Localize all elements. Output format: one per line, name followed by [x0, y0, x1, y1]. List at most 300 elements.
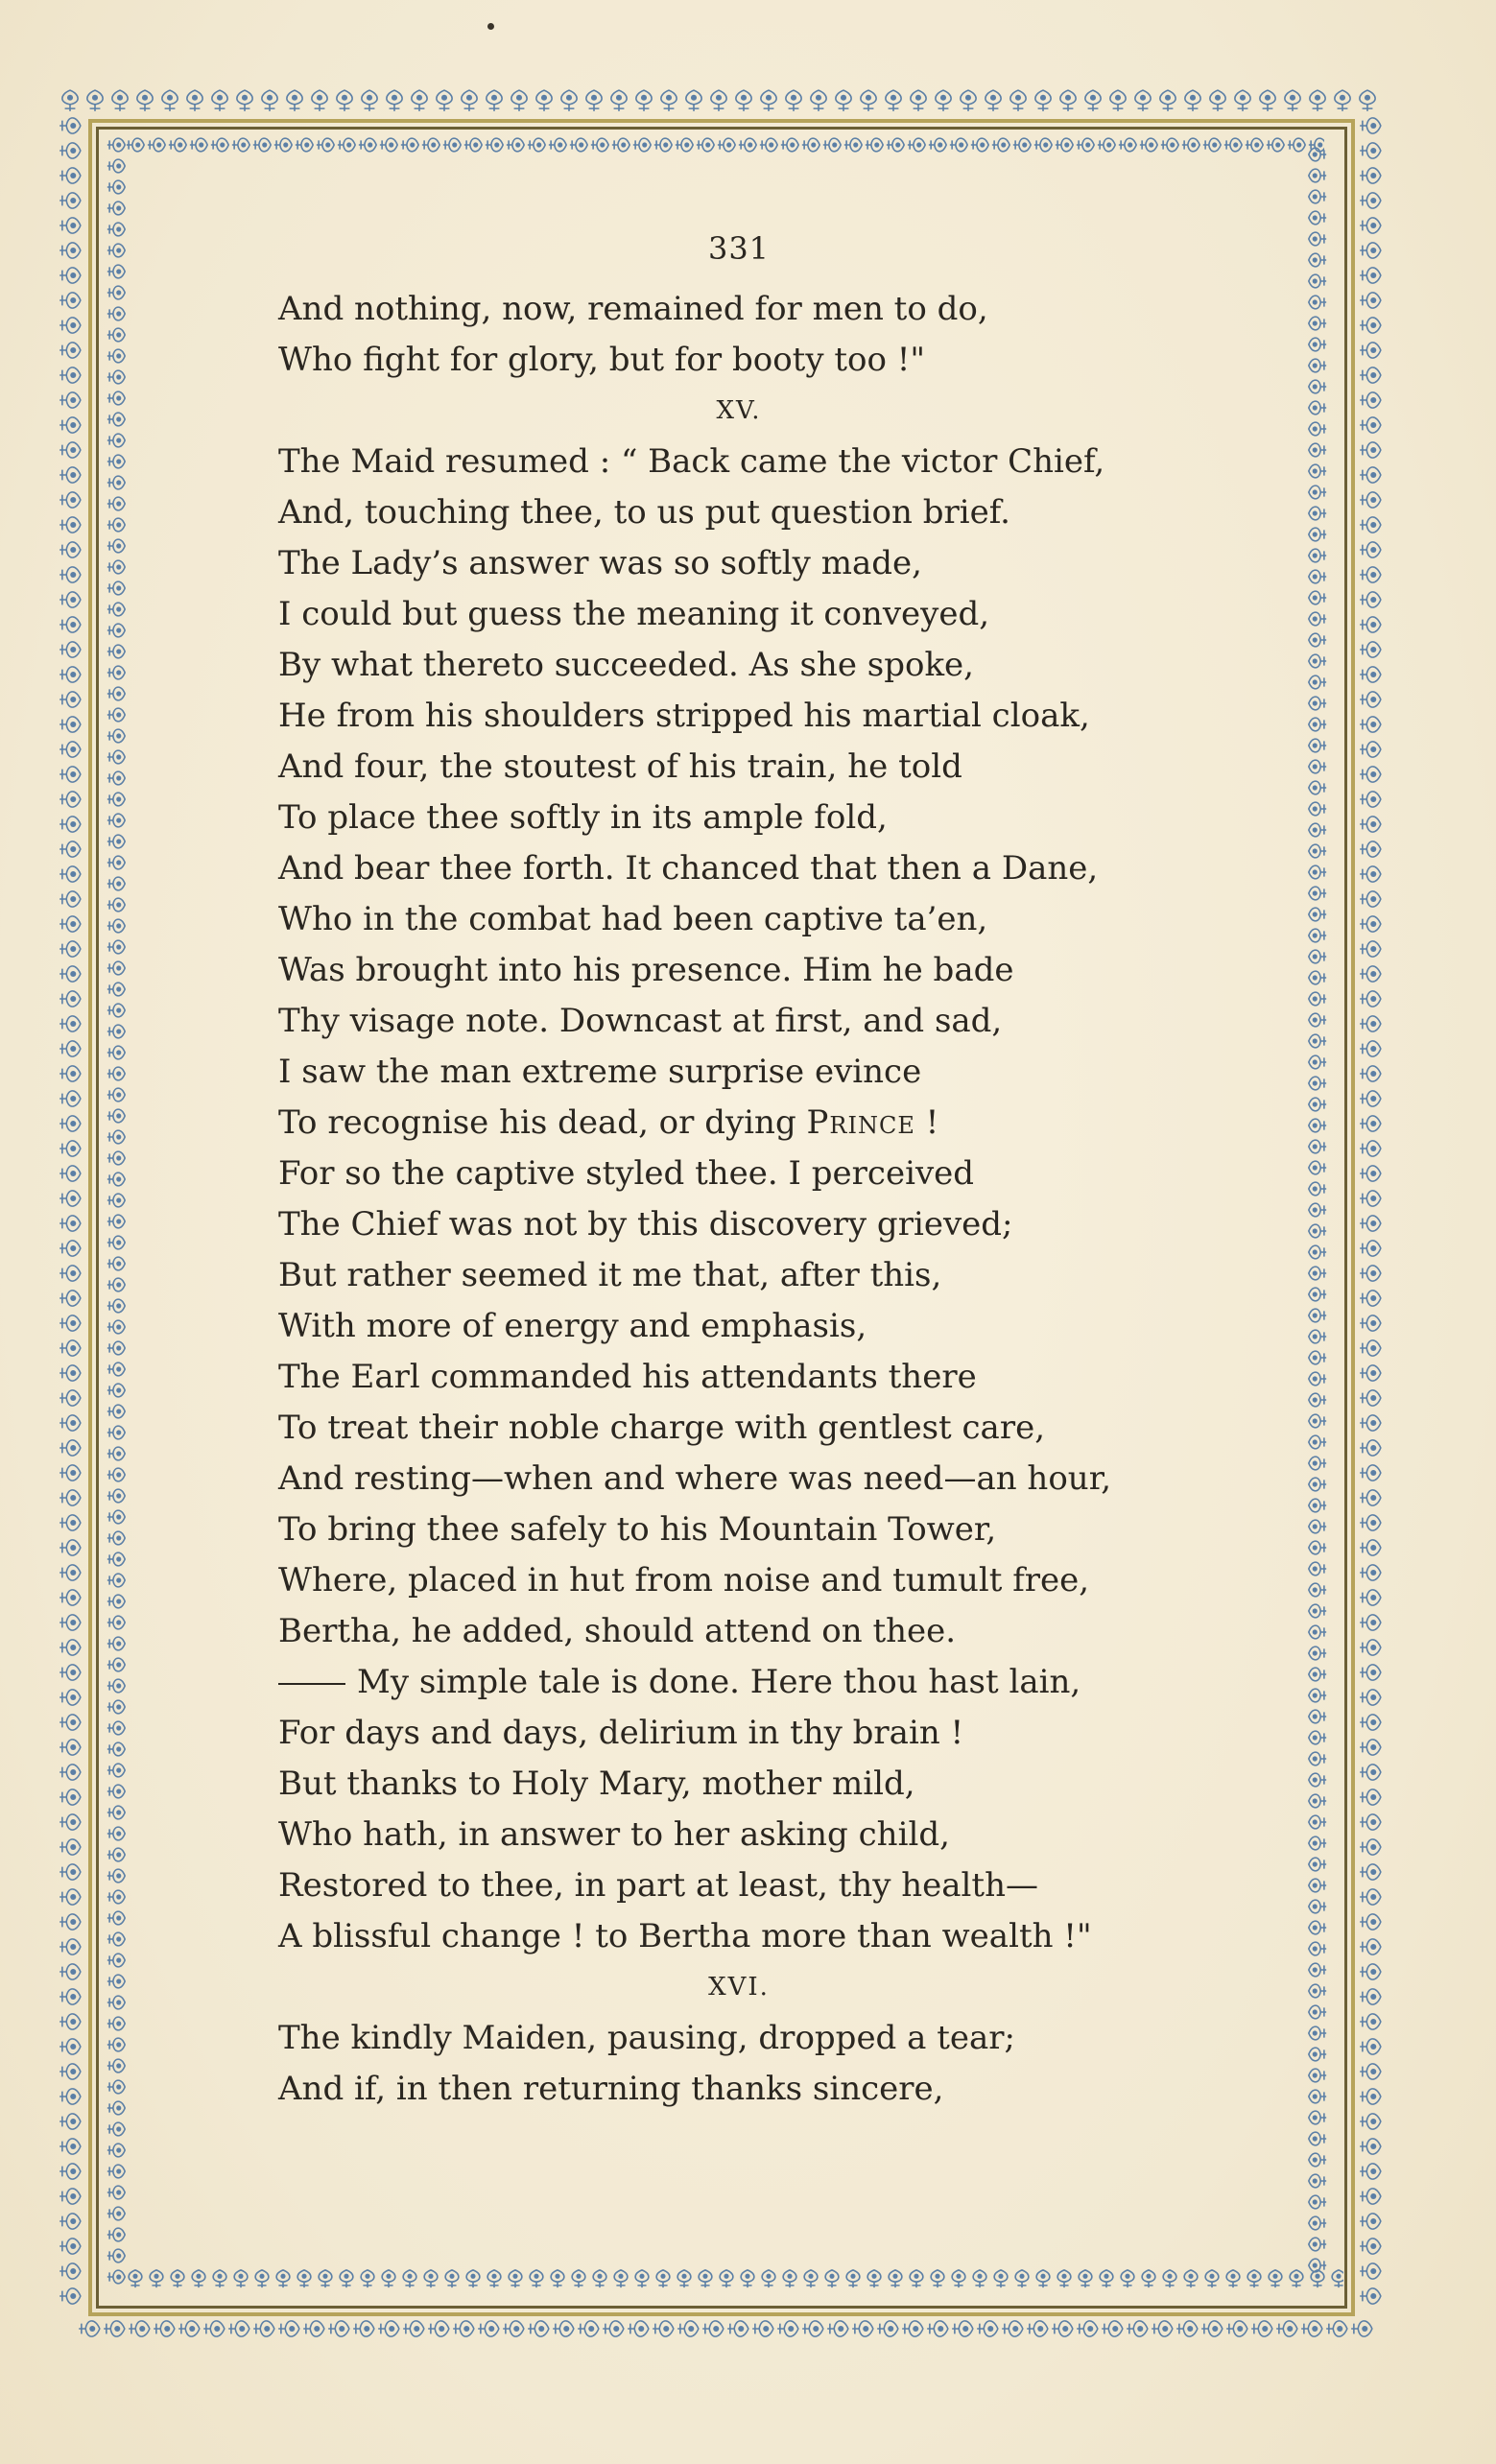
fleuron-icon	[378, 2321, 399, 2336]
fleuron-icon	[1027, 2321, 1048, 2336]
fleuron-icon	[1360, 118, 1381, 133]
fleuron-icon	[1360, 2064, 1381, 2079]
verse-line: And four, the stoutest of his train, he told	[278, 747, 962, 786]
fleuron-icon	[59, 2039, 81, 2054]
fleuron-icon	[328, 2321, 349, 2336]
fleuron-icon	[362, 90, 377, 111]
fleuron-icon	[59, 2064, 81, 2079]
fleuron-icon	[59, 467, 81, 483]
fleuron-icon	[1360, 417, 1381, 433]
fleuron-icon	[59, 841, 81, 857]
fleuron-icon	[511, 90, 527, 111]
fleuron-icon	[59, 118, 81, 133]
fleuron-icon	[453, 2321, 474, 2336]
fleuron-icon	[1360, 392, 1381, 408]
fleuron-icon	[62, 90, 78, 111]
fleuron-icon	[1360, 1016, 1381, 1031]
fleuron-icon	[59, 517, 81, 533]
fleuron-icon	[353, 2321, 374, 2336]
fleuron-icon	[1160, 90, 1175, 111]
fleuron-icon	[603, 2321, 624, 2336]
fleuron-icon	[1360, 1116, 1381, 1131]
fleuron-icon	[59, 642, 81, 657]
fleuron-icon	[1360, 1365, 1381, 1381]
fleuron-icon	[1360, 1715, 1381, 1730]
verse-line: Where, placed in hut from noise and tumult free,	[278, 1561, 1090, 1599]
fleuron-icon	[59, 1914, 81, 1930]
fleuron-icon	[1360, 1740, 1381, 1755]
fleuron-icon	[1310, 90, 1325, 111]
verse-line: Restored to thee, in part at least, thy health—	[278, 1866, 1038, 1905]
fleuron-icon	[59, 1515, 81, 1530]
verse-line: Who in the combat had been captive ta’en,	[278, 900, 988, 938]
fleuron-icon	[59, 1590, 81, 1605]
fleuron-icon	[1335, 90, 1350, 111]
fleuron-icon	[59, 941, 81, 957]
stanza-number: XVI.	[708, 1973, 770, 2002]
fleuron-icon	[1360, 817, 1381, 832]
fleuron-icon	[59, 916, 81, 932]
fleuron-icon	[59, 692, 81, 707]
fleuron-icon	[59, 817, 81, 832]
fleuron-icon	[59, 2189, 81, 2204]
fleuron-icon	[59, 1565, 81, 1580]
fleuron-icon	[827, 2321, 848, 2336]
fleuron-icon	[287, 90, 302, 111]
fleuron-icon	[1360, 1565, 1381, 1580]
fleuron-icon	[59, 1690, 81, 1705]
fleuron-icon	[1360, 916, 1381, 932]
fleuron-icon	[1360, 218, 1381, 233]
border-bottom-outer	[77, 2316, 1387, 2341]
fleuron-icon	[59, 667, 81, 682]
fleuron-icon	[428, 2321, 449, 2336]
fleuron-icon	[1360, 1066, 1381, 1081]
fleuron-icon	[1360, 1615, 1381, 1630]
fleuron-icon	[112, 90, 128, 111]
fleuron-icon	[661, 90, 677, 111]
fleuron-icon	[1360, 1390, 1381, 1406]
fleuron-icon	[59, 2014, 81, 2029]
fleuron-icon	[59, 492, 81, 508]
fleuron-icon	[1360, 1440, 1381, 1456]
fleuron-icon	[1360, 143, 1381, 158]
fleuron-icon	[59, 1490, 81, 1505]
fleuron-icon	[1360, 1789, 1381, 1805]
fleuron-icon	[1360, 866, 1381, 882]
fleuron-icon	[1226, 2321, 1247, 2336]
fleuron-icon	[59, 143, 81, 158]
fleuron-icon	[1360, 193, 1381, 208]
fleuron-icon	[1360, 991, 1381, 1007]
fleuron-icon	[1360, 2089, 1381, 2104]
fleuron-icon	[59, 567, 81, 582]
stanza-number: XV.	[716, 396, 762, 425]
fleuron-icon	[1052, 2321, 1073, 2336]
fleuron-icon	[412, 90, 427, 111]
fleuron-icon	[1152, 2321, 1173, 2336]
fleuron-icon	[536, 90, 552, 111]
fleuron-icon	[677, 2321, 699, 2336]
border-top-outer	[58, 88, 1377, 113]
fleuron-icon	[178, 2321, 200, 2336]
fleuron-icon	[59, 1365, 81, 1381]
fleuron-icon	[1360, 1291, 1381, 1306]
fleuron-icon	[711, 90, 726, 111]
fleuron-icon	[1176, 2321, 1198, 2336]
fleuron-icon	[752, 2321, 773, 2336]
fleuron-icon	[886, 90, 901, 111]
verse-line: I could but guess the meaning it conveyed,	[278, 595, 990, 633]
verse-line: And resting—when and where was need—an hour,	[278, 1459, 1112, 1498]
fleuron-icon	[1326, 2321, 1347, 2336]
fleuron-icon	[303, 2321, 324, 2336]
verse-line: By what thereto succeeded. As she spoke,	[278, 646, 974, 684]
fleuron-icon	[1010, 90, 1026, 111]
fleuron-icon	[1360, 1914, 1381, 1930]
fleuron-icon	[811, 90, 826, 111]
verse-line: Was brought into his presence. Him he bade	[278, 951, 1014, 989]
fleuron-icon	[59, 1291, 81, 1306]
fleuron-icon	[1360, 2039, 1381, 2054]
fleuron-icon	[59, 318, 81, 333]
fleuron-icon	[586, 90, 602, 111]
fleuron-icon	[59, 1715, 81, 1730]
fleuron-icon	[1301, 2321, 1322, 2336]
fleuron-icon	[212, 90, 227, 111]
verse-line-text: My simple tale is done. Here thou hast lain,	[357, 1663, 1081, 1701]
fleuron-icon	[59, 243, 81, 258]
fleuron-icon	[1360, 517, 1381, 533]
fleuron-icon	[1135, 90, 1151, 111]
fleuron-icon	[636, 90, 652, 111]
fleuron-icon	[59, 2139, 81, 2154]
fleuron-icon	[1360, 1465, 1381, 1481]
fleuron-icon	[1077, 2321, 1098, 2336]
fleuron-icon	[59, 767, 81, 782]
fleuron-icon	[59, 1141, 81, 1156]
page-number: 331	[707, 230, 771, 267]
fleuron-icon	[1360, 492, 1381, 508]
fleuron-icon	[528, 2321, 549, 2336]
fleuron-icon	[1351, 2321, 1372, 2336]
fleuron-icon	[736, 90, 751, 111]
fleuron-icon	[1360, 1814, 1381, 1830]
fleuron-icon	[1360, 1590, 1381, 1605]
fleuron-icon	[553, 2321, 574, 2336]
fleuron-icon	[1360, 1091, 1381, 1106]
verse-line: And nothing, now, remained for men to do,	[278, 290, 988, 328]
fleuron-icon	[1360, 1889, 1381, 1905]
verse-line: Bertha, he added, should attend on thee.	[278, 1612, 957, 1650]
fleuron-icon	[1360, 1839, 1381, 1855]
fleuron-icon	[578, 2321, 599, 2336]
fleuron-icon	[1360, 1989, 1381, 2004]
fleuron-icon	[985, 90, 1001, 111]
fleuron-icon	[1360, 1964, 1381, 1979]
fleuron-icon	[59, 293, 81, 308]
fleuron-icon	[1360, 2263, 1381, 2279]
verse-line: With more of energy and emphasis,	[278, 1307, 867, 1345]
fleuron-icon	[1260, 90, 1275, 111]
em-rule	[278, 1683, 345, 1685]
fleuron-icon	[59, 1640, 81, 1655]
fleuron-icon	[437, 90, 452, 111]
fleuron-icon	[1360, 2139, 1381, 2154]
fleuron-icon	[59, 1989, 81, 2004]
fleuron-icon	[1360, 2164, 1381, 2179]
fleuron-icon	[59, 1116, 81, 1131]
fleuron-icon	[1360, 1041, 1381, 1056]
fleuron-icon	[961, 90, 976, 111]
fleuron-icon	[1060, 90, 1076, 111]
verse-line: Thy visage note. Downcast at first, and sad,	[278, 1002, 1003, 1040]
fleuron-icon	[337, 90, 352, 111]
fleuron-icon	[1360, 1241, 1381, 1256]
fleuron-icon	[1360, 841, 1381, 857]
fleuron-icon	[59, 966, 81, 982]
fleuron-icon	[1085, 90, 1101, 111]
fleuron-icon	[1360, 1315, 1381, 1331]
fleuron-icon	[87, 90, 103, 111]
fleuron-icon	[1110, 90, 1126, 111]
fleuron-icon	[1360, 1665, 1381, 1680]
fleuron-icon	[761, 90, 776, 111]
fleuron-icon	[1360, 2014, 1381, 2029]
fleuron-icon	[1002, 2321, 1023, 2336]
fleuron-icon	[1360, 467, 1381, 483]
fleuron-icon	[59, 2089, 81, 2104]
fleuron-icon	[1360, 2214, 1381, 2229]
fleuron-icon	[137, 90, 153, 111]
verse-line: But thanks to Holy Mary, mother mild,	[278, 1765, 915, 1803]
fleuron-icon	[59, 2114, 81, 2129]
fleuron-icon	[1360, 1765, 1381, 1780]
fleuron-icon	[802, 2321, 823, 2336]
fleuron-icon	[561, 90, 577, 111]
fleuron-icon	[59, 1216, 81, 1231]
fleuron-icon	[237, 90, 252, 111]
verse-line: He from his shoulders stripped his martial cloak,	[278, 697, 1090, 735]
fleuron-icon	[59, 168, 81, 183]
fleuron-icon	[478, 2321, 499, 2336]
fleuron-icon	[59, 1765, 81, 1780]
fleuron-icon	[1360, 1939, 1381, 1955]
fleuron-icon	[59, 1665, 81, 1680]
fleuron-icon	[59, 1839, 81, 1855]
verse-line: The Maid resumed : “ Back came the victor Chief,	[278, 442, 1105, 481]
fleuron-icon	[1360, 1540, 1381, 1555]
verse-line: To bring thee safely to his Mountain Tower,	[278, 1510, 997, 1549]
fleuron-icon	[253, 2321, 274, 2336]
fleuron-icon	[1360, 1166, 1381, 1181]
fleuron-icon	[1360, 717, 1381, 732]
fleuron-icon	[1360, 1415, 1381, 1431]
verse-line: To place thee softly in its ample fold,	[278, 798, 888, 837]
fleuron-icon	[1360, 567, 1381, 582]
verse-line: The Earl commanded his attendants there	[278, 1358, 977, 1396]
fleuron-icon	[59, 1191, 81, 1206]
verse-line: A blissful change ! to Bertha more than wealth !"	[278, 1917, 1092, 1955]
verse-line: The kindly Maiden, pausing, dropped a tear;	[278, 2019, 1015, 2057]
fleuron-icon	[1360, 742, 1381, 757]
fleuron-icon	[1360, 767, 1381, 782]
fleuron-icon	[611, 90, 627, 111]
fleuron-icon	[1360, 2189, 1381, 2204]
fleuron-icon	[1201, 2321, 1223, 2336]
fleuron-icon	[59, 717, 81, 732]
fleuron-icon	[59, 1041, 81, 1056]
fleuron-icon	[1360, 2114, 1381, 2129]
fleuron-icon	[59, 343, 81, 358]
fleuron-icon	[1360, 792, 1381, 807]
fleuron-icon	[462, 90, 477, 111]
fleuron-icon	[59, 1939, 81, 1955]
fleuron-icon	[59, 742, 81, 757]
fleuron-icon	[1251, 2321, 1272, 2336]
fleuron-icon	[59, 1615, 81, 1630]
fleuron-icon	[59, 367, 81, 383]
fleuron-icon	[786, 90, 801, 111]
fleuron-icon	[1360, 1864, 1381, 1880]
fleuron-icon	[59, 193, 81, 208]
fleuron-icon	[59, 1415, 81, 1431]
verse-line-text: To recognise his dead, or dying	[278, 1103, 807, 1142]
verse-line: The Chief was not by this discovery grieved;	[278, 1205, 1013, 1244]
fleuron-icon	[59, 2214, 81, 2229]
fleuron-icon	[59, 1166, 81, 1181]
fleuron-icon	[628, 2321, 649, 2336]
fleuron-icon	[1360, 1266, 1381, 1281]
fleuron-icon	[1360, 941, 1381, 957]
fleuron-icon	[852, 2321, 873, 2336]
fleuron-icon	[59, 991, 81, 1007]
fleuron-icon	[653, 2321, 674, 2336]
fleuron-icon	[777, 2321, 798, 2336]
fleuron-icon	[977, 2321, 998, 2336]
fleuron-icon	[1185, 90, 1200, 111]
fleuron-icon	[403, 2321, 424, 2336]
fleuron-icon	[59, 1814, 81, 1830]
fleuron-icon	[59, 268, 81, 283]
fleuron-icon	[1360, 642, 1381, 657]
fleuron-icon	[1360, 891, 1381, 907]
fleuron-icon	[503, 2321, 524, 2336]
fleuron-icon	[59, 1340, 81, 1356]
fleuron-icon	[861, 90, 876, 111]
verse-line: And if, in then returning thanks sincere,	[278, 2070, 944, 2108]
fleuron-icon	[59, 1440, 81, 1456]
fleuron-icon	[1360, 343, 1381, 358]
fleuron-icon	[59, 1740, 81, 1755]
fleuron-icon	[154, 2321, 175, 2336]
fleuron-icon	[129, 2321, 150, 2336]
fleuron-icon	[59, 1540, 81, 1555]
fleuron-icon	[59, 1016, 81, 1031]
fleuron-icon	[1360, 1490, 1381, 1505]
fleuron-icon	[702, 2321, 724, 2336]
fleuron-icon	[1276, 2321, 1297, 2336]
verse-line: To treat their noble charge with gentlest care,	[278, 1409, 1045, 1447]
fleuron-icon	[59, 2239, 81, 2254]
fleuron-icon	[487, 90, 502, 111]
fleuron-icon	[1360, 592, 1381, 607]
fleuron-icon	[59, 1864, 81, 1880]
fleuron-icon	[59, 2263, 81, 2279]
fleuron-icon	[1035, 90, 1051, 111]
fleuron-icon	[1360, 1690, 1381, 1705]
fleuron-icon	[1360, 1515, 1381, 1530]
fleuron-icon	[59, 2288, 81, 2304]
fleuron-icon	[59, 1789, 81, 1805]
fleuron-icon	[1360, 966, 1381, 982]
fleuron-icon	[59, 1266, 81, 1281]
fleuron-icon	[59, 866, 81, 882]
verse-line: And, touching thee, to us put question brief.	[278, 493, 1010, 532]
verse-line: I saw the man extreme surprise evince	[278, 1053, 922, 1091]
fleuron-icon	[59, 218, 81, 233]
fleuron-icon	[59, 1066, 81, 1081]
fleuron-icon	[59, 1315, 81, 1331]
fleuron-icon	[59, 1889, 81, 1905]
fleuron-icon	[59, 1091, 81, 1106]
fleuron-icon	[1360, 1340, 1381, 1356]
fleuron-icon	[1127, 2321, 1148, 2336]
fleuron-icon	[1360, 692, 1381, 707]
fleuron-icon	[162, 90, 178, 111]
fleuron-icon	[1360, 2239, 1381, 2254]
fleuron-icon	[1360, 667, 1381, 682]
fleuron-icon	[59, 617, 81, 632]
verse-line: But rather seemed it me that, after this,	[278, 1256, 942, 1294]
verse-line	[278, 1098, 1199, 1149]
fleuron-icon	[228, 2321, 249, 2336]
fleuron-icon	[1102, 2321, 1123, 2336]
fleuron-icon	[1210, 90, 1225, 111]
fleuron-icon	[1360, 1191, 1381, 1206]
fleuron-icon	[1360, 442, 1381, 458]
fleuron-icon	[187, 90, 202, 111]
fleuron-icon	[262, 90, 277, 111]
fleuron-icon	[59, 891, 81, 907]
fleuron-icon	[1360, 1640, 1381, 1655]
border-left-outer	[58, 113, 83, 2320]
fleuron-icon	[902, 2321, 923, 2336]
verse-line-smallcaps: Prince	[806, 1103, 915, 1142]
fleuron-icon	[1360, 1216, 1381, 1231]
fleuron-icon	[1360, 243, 1381, 258]
verse-line: For so the captive styled thee. I perceived	[278, 1154, 975, 1193]
verse-line: For days and days, delirium in thy brain !	[278, 1714, 964, 1752]
fleuron-icon	[727, 2321, 748, 2336]
fleuron-icon	[59, 1390, 81, 1406]
fleuron-icon	[387, 90, 402, 111]
fleuron-icon	[59, 442, 81, 458]
ink-spot	[487, 23, 494, 30]
fleuron-icon	[59, 792, 81, 807]
fleuron-icon	[927, 2321, 948, 2336]
fleuron-icon	[59, 2164, 81, 2179]
verse-line	[278, 1657, 1199, 1708]
fleuron-icon	[1360, 1141, 1381, 1156]
verse-line: The Lady’s answer was so softly made,	[278, 544, 922, 582]
fleuron-icon	[911, 90, 926, 111]
fleuron-icon	[1360, 2288, 1381, 2304]
verse	[278, 284, 1199, 2115]
verse-line: Who fight for glory, but for booty too !"	[278, 341, 926, 379]
fleuron-icon	[1360, 542, 1381, 557]
fleuron-icon	[59, 542, 81, 557]
